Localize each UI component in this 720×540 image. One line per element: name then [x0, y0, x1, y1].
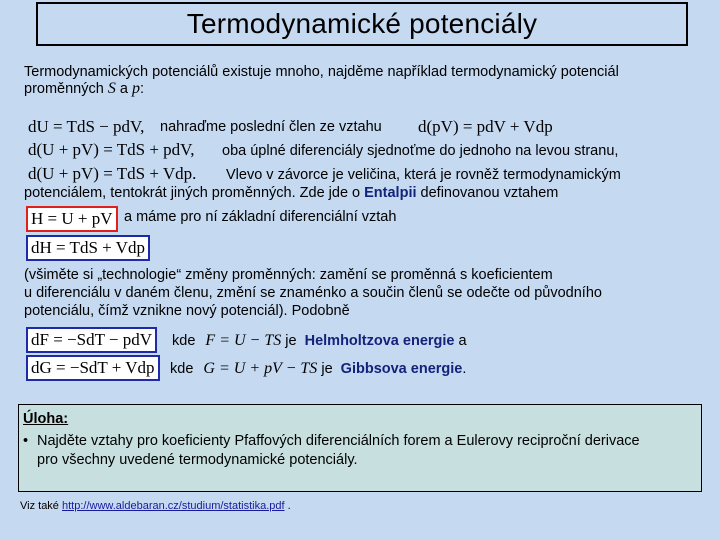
var-s: S: [107, 80, 116, 97]
footer: [20, 500, 291, 512]
dg-suffix: .: [462, 361, 467, 377]
task-text: Najděte vztahy pro koeficienty Pfaffových diferenciálních forem a Eulerovy reciproční derivace pro všechny uvedené termodynamické potenciály.: [37, 433, 640, 468]
dg-line: [170, 360, 466, 378]
enthalpy-definition: H = U + pV: [26, 206, 118, 232]
df-equation: dF = −SdT − pdV: [26, 327, 157, 353]
footer-link[interactable]: http://www.aldebaran.cz/studium/statistika.pdf: [62, 500, 285, 512]
intro-colon: :: [139, 81, 144, 97]
intro-line-2: [24, 80, 144, 98]
eq1-text: nahraďme poslední člen ze vztahu: [160, 119, 382, 135]
para2-line2: u diferenciálu v daném členu, změní se znaménko a součin členů se odečte od původního: [24, 285, 602, 301]
var-p: p: [131, 80, 140, 97]
bullet-icon: •: [23, 433, 29, 449]
eq3-text: Vlevo v závorce je veličina, která je rovněž termodynamickým: [226, 167, 621, 183]
task-item: [23, 432, 663, 470]
para1-line2: a máme pro ní základní diferenciální vztah: [124, 209, 397, 225]
para2-line1: (všiměte si „technologie“ změny proměnných: zamění se proměnná s koeficientem: [24, 267, 553, 283]
helmholtz-term: Helmholtzova energie: [304, 333, 455, 349]
slide-title-text: Termodynamické potenciály: [186, 8, 538, 39]
gibbs-term: Gibbsova energie: [340, 361, 463, 377]
eq2-text: oba úplné diferenciály sjednoťme do jednoho na levou stranu,: [222, 143, 619, 159]
footer-prefix: Viz také: [20, 500, 62, 512]
para1-suffix: definovanou vztahem: [416, 185, 559, 201]
df-kde: kde: [172, 333, 196, 349]
para1-line1: [24, 184, 558, 202]
dh-equation: dH = TdS + Vdp: [26, 235, 150, 261]
slide-title: [36, 2, 688, 46]
eq2-lhs: d(U + pV) = TdS + pdV,: [28, 140, 195, 159]
eq3-lhs: d(U + pV) = TdS + Vdp.: [28, 164, 197, 183]
task-box: [18, 404, 702, 492]
eq1-lhs: dU = TdS − pdV,: [28, 117, 145, 136]
para2-line3: potenciálu, čímž vznikne nový potenciál). Podobně: [24, 303, 350, 319]
para1-prefix: potenciálem, tentokrát jiných proměnných. Zde jde o: [24, 185, 365, 201]
df-line: [172, 332, 467, 350]
task-title: Úloha:: [23, 411, 69, 427]
eq1-rhs: d(pV) = pdV + Vdp: [418, 117, 553, 136]
enthalpy-term: Entalpii: [364, 185, 417, 201]
dg-je: je: [321, 361, 333, 377]
dg-equation: dG = −SdT + Vdp: [26, 355, 160, 381]
intro-and: a: [115, 81, 132, 97]
intro-line-1: Termodynamických potenciálů existuje mnoho, najděme například termodynamický potenciál: [24, 64, 619, 80]
df-je: je: [285, 333, 297, 349]
df-definition: F = U − TS: [205, 332, 282, 349]
footer-suffix: .: [284, 500, 291, 512]
dg-kde: kde: [170, 361, 194, 377]
df-suffix: a: [458, 333, 467, 349]
dg-definition: G = U + pV − TS: [203, 360, 318, 377]
intro-prefix: proměnných: [24, 81, 108, 97]
